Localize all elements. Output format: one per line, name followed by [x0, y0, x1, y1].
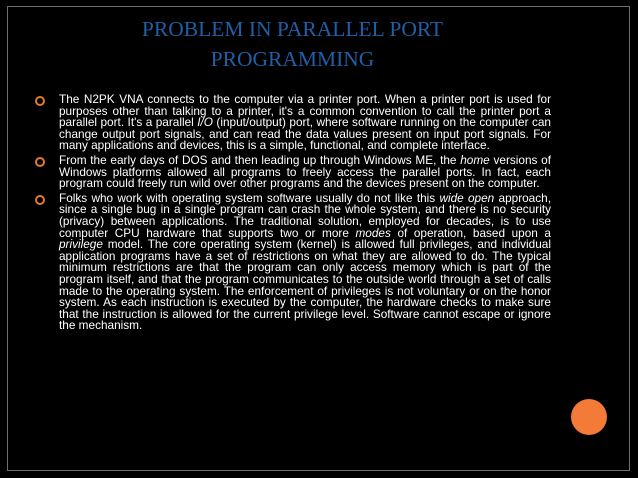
bullet-text-segment-italic: modes — [355, 225, 391, 240]
bullet-text-segment: of operation, based upon a — [390, 225, 551, 240]
ring-bullet-icon — [35, 195, 45, 205]
bullet-text-segment-italic: home — [460, 152, 490, 167]
bullet-text-segment: The N2PK VNA connects to the computer via a printer port. When a printer port is used for purposes other than talking to a printer, it's a common convention to call the printer port a parallel port. It's a parallel — [59, 92, 551, 130]
bullet-item — [33, 152, 551, 191]
bullet-list — [33, 94, 551, 335]
slide-title — [60, 14, 525, 74]
bullet-item — [33, 94, 551, 152]
ring-bullet-icon — [35, 157, 45, 167]
bullet-text-segment: model. The core operating system (kernel) is allowed full privileges, and individual application programs have a set of restrictions on what they are allowed to do. The typical minimum restrictions are that the program can only access memory which is part of the program itself, and that the program communicates to the outside world through a set of calls made to the operating system. The enforcement of privileges is not voluntary or on the honor system. As each instruction is executed by the computer, the hardware checks to make sure that the instruction is allowed for the current privilege level. Software cannot escape or ignore the mechanism. — [59, 237, 551, 333]
bullet-text-segment: From the early days of DOS and then leading up through Windows ME, the — [59, 152, 461, 167]
ring-bullet-icon — [35, 96, 45, 106]
bullet-text-segment: (input/output) port, where software running on the computer can change output port signals, and can read the data values present on input port signals. For many applications and devices, this is a simple, functional, and complete interface. — [59, 115, 551, 153]
bullet-item — [33, 190, 551, 333]
bullet-text-segment-italic: wide open — [439, 190, 495, 205]
slide-title-line-1: PROBLEM IN PARALLEL PORT — [141, 17, 444, 41]
bullet-text-segment: versions of Windows platforms allowed all programs to freely access the parallel ports. In fact, each program could freely run wild over other programs and the devices present on the computer. — [59, 152, 551, 191]
bullet-text-segment-italic: I/O — [197, 115, 213, 130]
accent-circle — [571, 399, 607, 435]
bullet-text-segment-italic: privilege — [59, 237, 103, 252]
bullet-text-segment: Folks who work with operating system software usually do not like this — [59, 190, 440, 205]
bullet-text-segment: approach, since a single bug in a single program can crash the whole system, and there is no security (privacy) between applications. The traditional solution, employed for decades, is to use computer CPU hardware that supports two or more — [59, 190, 551, 240]
slide-title-line-2: PROGRAMMING — [210, 47, 375, 71]
